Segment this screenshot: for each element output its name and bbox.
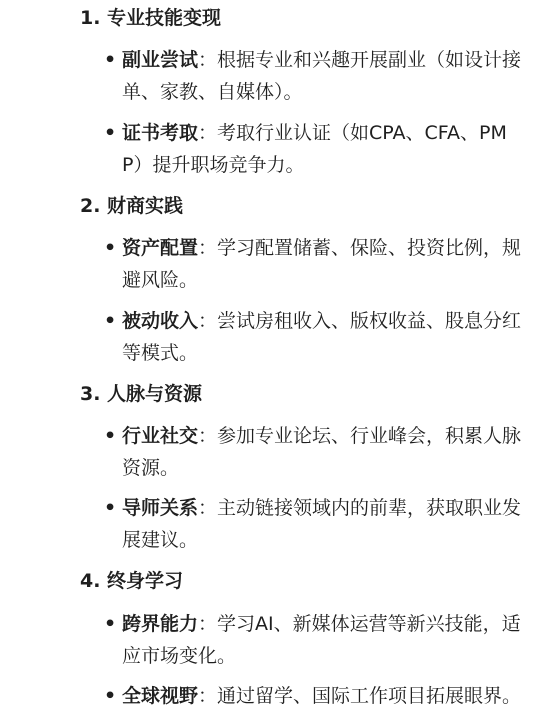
section-heading-2: 2. 财商实践 bbox=[80, 195, 184, 217]
bullet-icon: • bbox=[104, 122, 117, 144]
list-item-text bbox=[122, 492, 522, 556]
list-item-separator: ： bbox=[198, 425, 218, 447]
list-item-term: 资产配置 bbox=[122, 237, 199, 259]
list-item-term: 跨界能力 bbox=[122, 613, 199, 635]
list-item-desc: 学习AI、新媒体运营等新兴技能，适应市场变化。 bbox=[122, 613, 521, 667]
list-item-desc: 主动链接领域内的前辈，获取职业发展建议。 bbox=[122, 497, 522, 551]
list-item-term: 导师关系 bbox=[122, 497, 199, 519]
bullet-icon: • bbox=[104, 49, 117, 71]
bullet-icon: • bbox=[104, 310, 117, 332]
list-item-separator: ： bbox=[198, 310, 218, 332]
list-item-term: 被动收入 bbox=[122, 310, 199, 332]
list-item-text bbox=[122, 420, 522, 484]
list-item-text bbox=[122, 117, 522, 181]
section-heading-3: 3. 人脉与资源 bbox=[80, 383, 203, 405]
list-item-desc: 根据专业和兴趣开展副业（如设计接单、家教、自媒体）。 bbox=[122, 49, 522, 103]
bullet-icon: • bbox=[104, 497, 117, 519]
bullet-icon: • bbox=[104, 613, 117, 635]
list-item-desc: 通过留学、国际工作项目拓展眼界。 bbox=[217, 685, 522, 707]
bullet-icon: • bbox=[104, 425, 117, 447]
list-item-separator: ： bbox=[198, 685, 218, 707]
list-item-text bbox=[122, 305, 522, 369]
list-item-text bbox=[122, 44, 522, 108]
list-item-term: 证书考取 bbox=[122, 122, 199, 144]
list-item-term: 副业尝试 bbox=[122, 49, 199, 71]
list-item-term: 行业社交 bbox=[122, 425, 199, 447]
bullet-icon: • bbox=[104, 237, 117, 259]
list-item-separator: ： bbox=[198, 122, 218, 144]
section-heading-1: 1. 专业技能变现 bbox=[80, 7, 222, 29]
bullet-icon: • bbox=[104, 685, 117, 707]
list-item-separator: ： bbox=[198, 49, 218, 71]
list-item-separator: ： bbox=[198, 613, 218, 635]
list-item-text bbox=[122, 608, 522, 672]
list-item-desc: 学习配置储蓄、保险、投资比例，规避风险。 bbox=[122, 237, 522, 291]
list-item-desc: 尝试房租收入、版权收益、股息分红等模式。 bbox=[122, 310, 522, 364]
list-item-separator: ： bbox=[198, 497, 218, 519]
list-item-desc: 参加专业论坛、行业峰会，积累人脉资源。 bbox=[122, 425, 522, 479]
list-item-text bbox=[122, 680, 522, 712]
list-item-text bbox=[122, 232, 522, 296]
list-item-term: 全球视野 bbox=[122, 685, 199, 707]
list-item-desc: 考取行业认证（如CPA、CFA、PMP）提升职场竞争力。 bbox=[122, 122, 507, 176]
list-item-separator: ： bbox=[198, 237, 218, 259]
section-heading-4: 4. 终身学习 bbox=[80, 570, 184, 592]
